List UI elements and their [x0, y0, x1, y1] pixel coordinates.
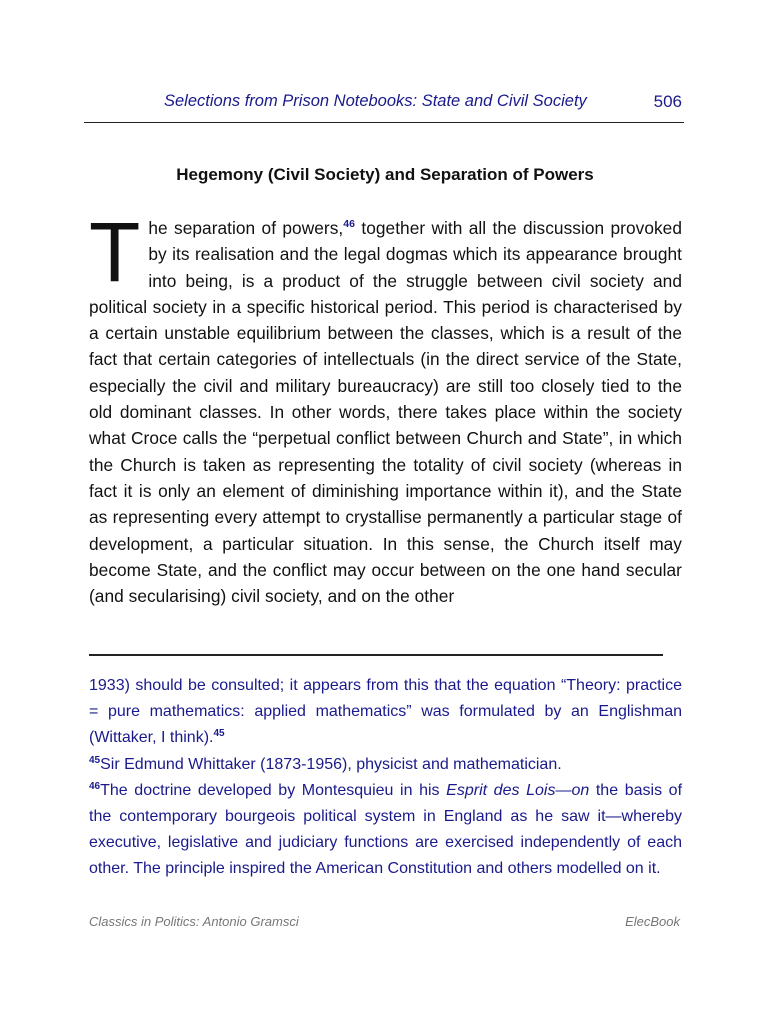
footnote-45-mark: 45	[89, 754, 101, 766]
running-title: Selections from Prison Notebooks: State and Civil Society	[164, 92, 587, 110]
footer-publisher: ElecBook	[625, 914, 680, 929]
footnote-45-text: Sir Edmund Whittaker (1873-1956), physicist and mathematician.	[100, 755, 562, 773]
body-rest: together with all the discussion provoked by its realisation and the legal dogmas which its appearance brought into being, is a product of the struggle between civil society and political society in a specific historical period. This period is characterised by a certain unstable equilibrium between the classes, which is a result of the fact that certain categories of intellectuals (in the direct service of the State, especially the civil and military bureaucracy) are still too closely tied to the old dominant classes. In other words, there takes place within the society what Croce calls the “perpetual conflict between Church and State”, in which the Church is taken as representing the totality of civil society (whereas in fact it is only an element of diminishing importance within it), and the State as representing every attempt to crystallise permanently a particular stage of development, a particular situation. In this sense, the Church itself may become State, and the conflict may occur between on the one hand secular (and secularising) civil society, and on the other	[89, 218, 683, 607]
footnote-46-post: the basis of the contemporary bourgeois political system in England as he saw it—whereby executive, legislative and judiciary functions are exercised independently of each other. The principle inspired the American Constitution and others modelled on it.	[89, 781, 683, 878]
footnote-45	[89, 752, 682, 778]
footnote-46-pre: The doctrine developed by Montesquieu in his	[100, 781, 447, 799]
footnote-ref-46[interactable]: 46	[343, 218, 356, 230]
footnote-46-mark: 46	[89, 780, 101, 792]
footer-book-title: Classics in Politics: Antonio Gramsci	[89, 914, 299, 929]
running-footer	[89, 914, 680, 934]
section-heading: Hegemony (Civil Society) and Separation of Powers	[176, 165, 594, 184]
footnote-46	[89, 778, 682, 883]
running-header	[90, 92, 682, 116]
footnote-46-italic: Esprit des Lois—on	[446, 781, 590, 799]
body-paragraph	[89, 205, 683, 609]
body-lead: he separation of powers,	[148, 218, 344, 238]
footnote-continued	[89, 673, 682, 752]
drop-cap: T	[89, 205, 141, 299]
page-number: 506	[653, 92, 682, 111]
footnotes	[89, 673, 682, 883]
footnote-rule	[89, 654, 663, 656]
header-rule	[84, 122, 684, 123]
footnote-ref-45[interactable]: 45	[213, 728, 225, 740]
footnote-continued-text: 1933) should be consulted; it appears from this that the equation “Theory: practice = pure mathematics: applied mathematics” was formulated by an Englishman (Wittaker, I think).	[89, 677, 682, 747]
